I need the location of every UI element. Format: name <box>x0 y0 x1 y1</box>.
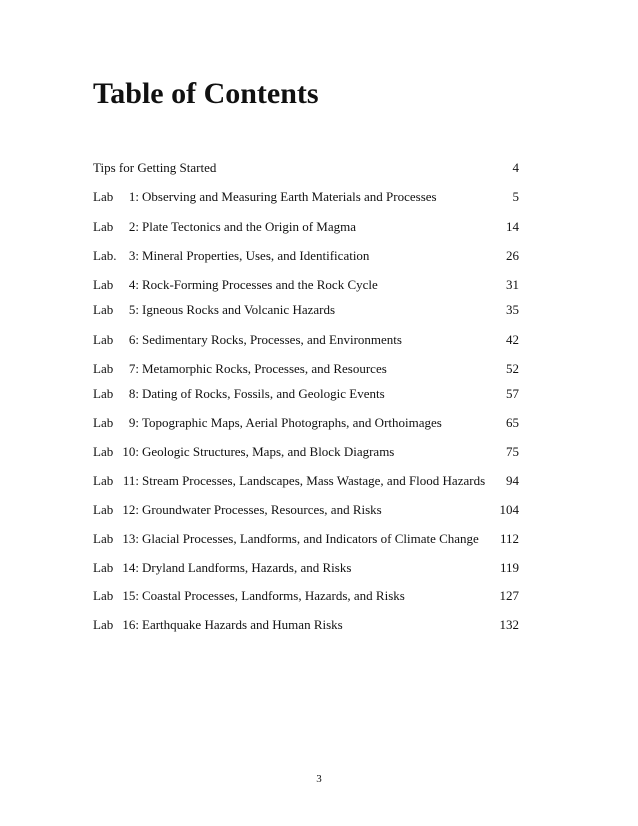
toc-entry-prefix: Lab <box>93 189 114 204</box>
toc-entry-title: Groundwater Processes, Resources, and Risks <box>142 502 382 517</box>
toc-entry <box>93 188 519 206</box>
toc-entry-title: Metamorphic Rocks, Processes, and Resources <box>142 361 387 376</box>
toc-entry-page: 112 <box>499 531 519 546</box>
toc-entry <box>93 247 519 265</box>
toc-entry-prefix: Lab <box>93 361 114 376</box>
toc-entry-page: 75 <box>506 444 519 459</box>
toc-entry-number: 7: <box>128 361 139 376</box>
toc-entry-page: 4 <box>512 160 519 175</box>
toc-entry-page: 5 <box>512 189 519 204</box>
toc-entry <box>93 501 519 519</box>
toc-entry-title: Plate Tectonics and the Origin of Magma <box>142 219 357 234</box>
toc-entry-prefix: Lab <box>93 386 114 401</box>
toc-entry-page: 94 <box>506 473 519 488</box>
toc-entry-number: 15: <box>122 588 139 603</box>
toc-entry-title: Sedimentary Rocks, Processes, and Environments <box>142 332 402 347</box>
toc-entry-title: Tips for Getting Started <box>93 160 217 175</box>
toc-entry-number: 3: <box>128 248 139 263</box>
toc-entry <box>93 530 519 548</box>
toc-entry-number: 2: <box>128 219 139 234</box>
toc-entry-page: 35 <box>506 302 519 317</box>
toc-entry <box>93 276 519 294</box>
toc-entry-title: Observing and Measuring Earth Materials and Processes <box>142 189 437 204</box>
toc-entry-prefix: Lab <box>93 219 114 234</box>
toc-entry-number: 9: <box>128 415 139 430</box>
toc-entry-prefix: Lab <box>93 588 114 603</box>
toc-entry-page: 31 <box>506 277 519 292</box>
toc-entry-page: 127 <box>499 588 519 603</box>
toc-entry-prefix: Lab <box>93 277 114 292</box>
toc-entry-prefix: Lab. <box>93 248 117 263</box>
toc-entry <box>93 301 519 319</box>
toc-entry <box>93 616 519 634</box>
toc-entry <box>93 331 519 349</box>
page-title: Table of Contents <box>93 77 319 110</box>
toc-entry-title: Earthquake Hazards and Human Risks <box>142 617 343 632</box>
toc-entry-title: Dating of Rocks, Fossils, and Geologic Events <box>142 386 385 401</box>
toc-entry-number: 5: <box>128 302 139 317</box>
toc-entry-page: 52 <box>506 361 519 376</box>
toc-entry <box>93 414 519 432</box>
toc-entry <box>93 472 519 490</box>
toc-entry-title: Coastal Processes, Landforms, Hazards, and Risks <box>142 588 405 603</box>
toc-entry-number: 13: <box>122 531 139 546</box>
toc-entry <box>93 587 519 605</box>
toc-entry-page: 14 <box>506 219 519 234</box>
toc-entry-prefix: Lab <box>93 415 114 430</box>
toc-entry <box>93 218 519 236</box>
toc-entry-page: 104 <box>499 502 519 517</box>
toc-entry-number: 10: <box>122 444 139 459</box>
toc-entry-page: 57 <box>506 386 519 401</box>
toc-entry-prefix: Lab <box>93 473 114 488</box>
toc-entry <box>93 443 519 461</box>
toc-entry-number: 4: <box>128 277 139 292</box>
toc-entry-number: 6: <box>128 332 139 347</box>
toc-entry-title: Glacial Processes, Landforms, and Indicators of Climate Change <box>142 531 479 546</box>
toc-entry-prefix: Lab <box>93 332 114 347</box>
toc-entry-title: Igneous Rocks and Volcanic Hazards <box>142 302 336 317</box>
toc-entry-number: 16: <box>122 617 139 632</box>
toc-entry-number: 8: <box>128 386 139 401</box>
toc-entry-title: Mineral Properties, Uses, and Identification <box>142 248 370 263</box>
toc-entry-prefix: Lab <box>93 444 114 459</box>
toc-entry-intro <box>93 159 519 177</box>
toc-entry-page: 132 <box>499 617 519 632</box>
toc-entry-page: 65 <box>506 415 519 430</box>
toc-entry-number: 11: <box>122 473 139 488</box>
toc-entry-title: Dryland Landforms, Hazards, and Risks <box>142 560 352 575</box>
toc-entry-title: Stream Processes, Landscapes, Mass Wastage, and Flood Hazards <box>142 473 486 488</box>
toc-entry <box>93 559 519 577</box>
toc-entry-prefix: Lab <box>93 502 114 517</box>
toc-entry-page: 119 <box>499 560 519 575</box>
toc-entry-page: 26 <box>506 248 519 263</box>
toc-entry <box>93 385 519 403</box>
toc-entry <box>93 360 519 378</box>
toc-entry-title: Topographic Maps, Aerial Photographs, and Orthoimages <box>142 415 442 430</box>
page-number: 3 <box>316 773 322 785</box>
toc-entry-number: 1: <box>128 189 139 204</box>
toc-entry-prefix: Lab <box>93 560 114 575</box>
toc-entry-prefix: Lab <box>93 617 114 632</box>
toc-entry-prefix: Lab <box>93 302 114 317</box>
toc-entry-title: Geologic Structures, Maps, and Block Diagrams <box>142 444 395 459</box>
toc-entry-prefix: Lab <box>93 531 114 546</box>
toc-entry-page: 42 <box>506 332 519 347</box>
toc-entry-title: Rock-Forming Processes and the Rock Cycle <box>142 277 378 292</box>
toc-entry-number: 12: <box>122 502 139 517</box>
toc-entry-number: 14: <box>122 560 139 575</box>
